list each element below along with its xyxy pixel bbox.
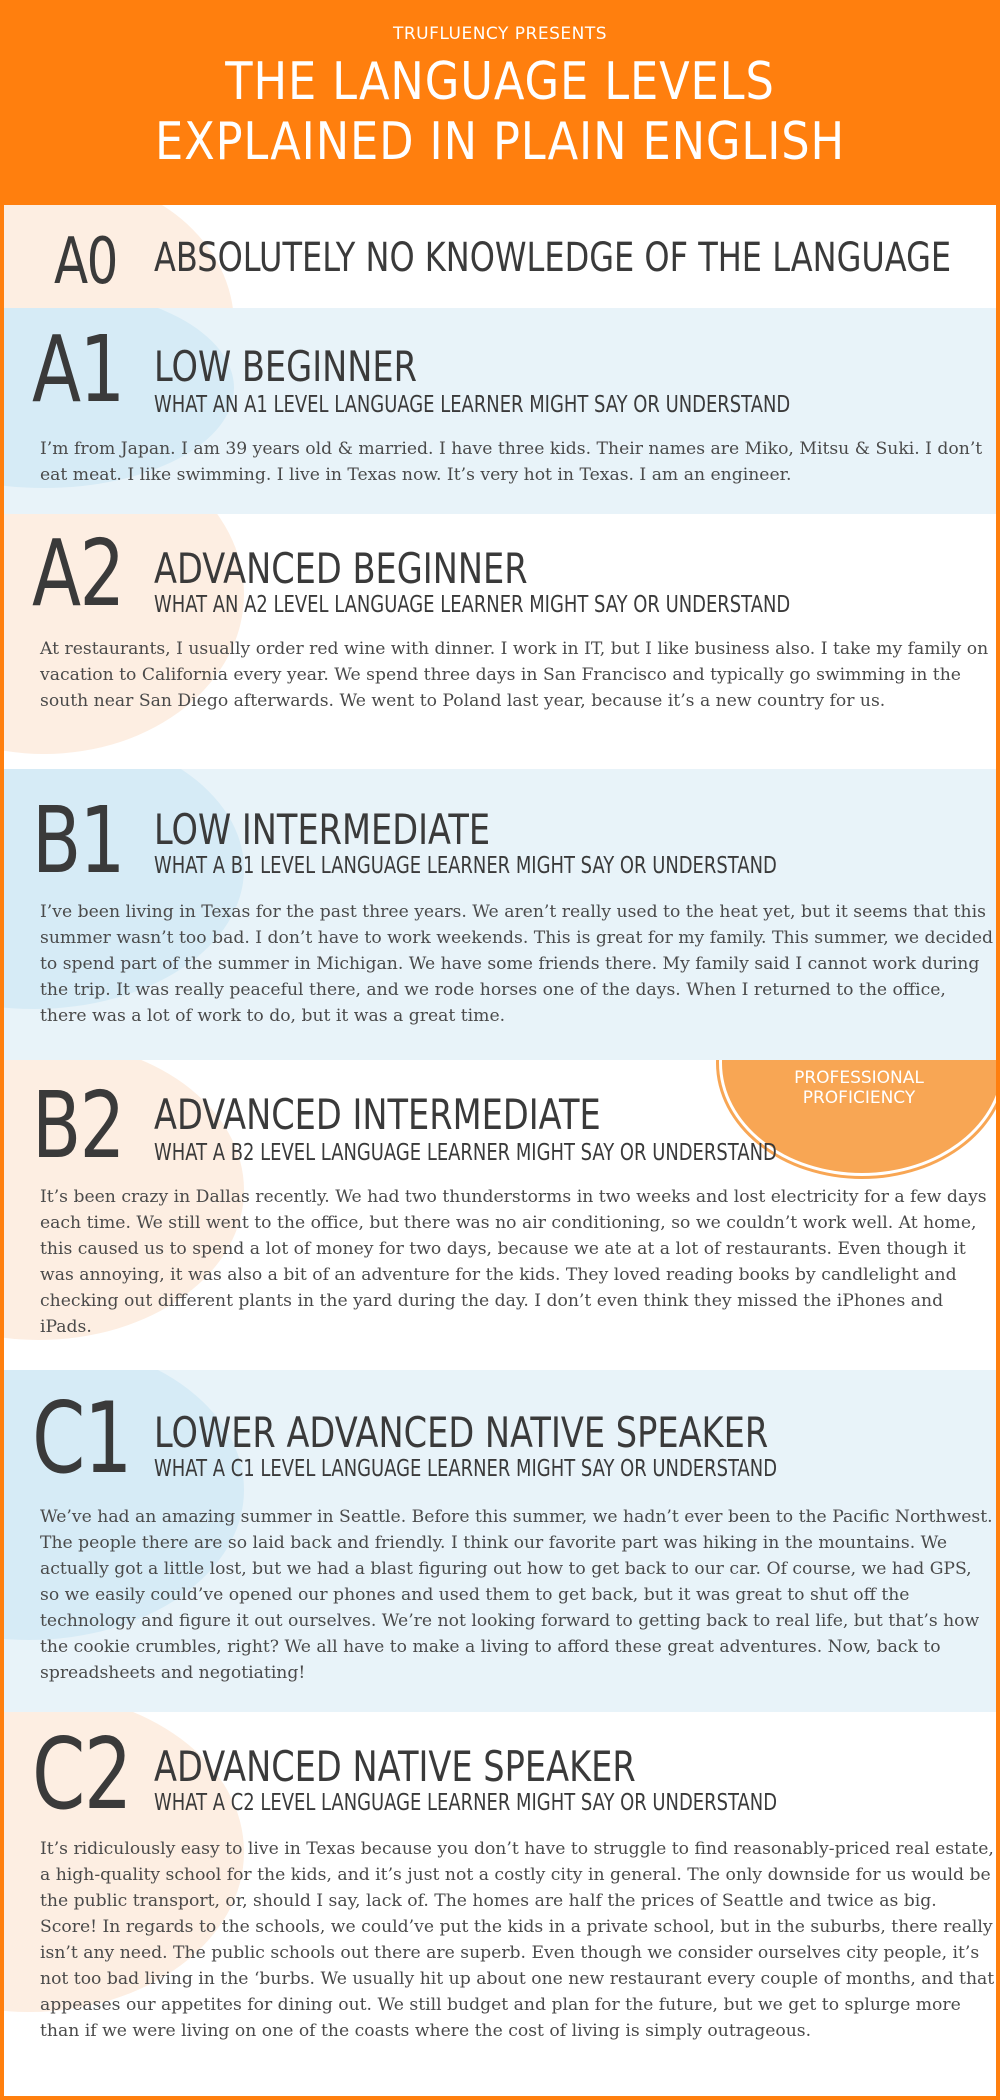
section-a2	[4, 514, 996, 769]
level-subtitle-c1: WHAT A C1 LEVEL LANGUAGE LEARNER MIGHT SAY OR UNDERSTAND	[154, 1456, 778, 1482]
level-code-c2: C2	[32, 1718, 131, 1832]
level-code-c1: C1	[32, 1382, 131, 1496]
section-c2	[4, 1712, 996, 2096]
section-b2	[4, 1060, 996, 1370]
sample-text-a2: At restaurants, I usually order red wine with dinner. I work in IT, but I like business also. I take my family on vacation to California every year. We spend three days in San Francisco and typically go swimming in the south near San Diego afterwards. We went to Poland last year, because it’s a new country for us.	[40, 639, 989, 711]
level-subtitle-b1: WHAT A B1 LEVEL LANGUAGE LEARNER MIGHT SAY OR UNDERSTAND	[154, 853, 777, 879]
sample-text-c1: We’ve had an amazing summer in Seattle. Before this summer, we hadn’t ever been to the Pacific Northwest. The people there are so laid back and friendly. I think our favorite part was hiking in the mountains. We actually got a little lost, but we had a blast figuring out how to get back to our car. Of course, we had GPS, so we easily could’ve opened our phones and used them to get back, but it was great to shut off the technology and figure it out ourselves. We’re not looking forward to getting back to real life, but that’s how the cookie crumbles, right? We all have to make a living to afford these great adventures. Now, back to spreadsheets and negotiating!	[40, 1507, 993, 1683]
level-title-a1: LOW BEGINNER	[154, 342, 417, 391]
main-title-line-1: THE LANGUAGE LEVELS	[225, 52, 775, 112]
level-code-b2: B2	[32, 1072, 124, 1179]
level-title-a2: ADVANCED BEGINNER	[154, 544, 528, 593]
section-b1	[4, 769, 996, 1060]
level-subtitle-a1: WHAT AN A1 LEVEL LANGUAGE LEARNER MIGHT SAY OR UNDERSTAND	[154, 392, 791, 418]
level-code-a2: A2	[32, 520, 124, 627]
section-a0	[4, 205, 996, 308]
level-code-a1: A1	[32, 316, 124, 423]
level-subtitle-b2: WHAT A B2 LEVEL LANGUAGE LEARNER MIGHT SAY OR UNDERSTAND	[154, 1140, 777, 1166]
badge-line-1: PROFESSIONAL	[794, 1068, 924, 1088]
header	[4, 0, 996, 205]
level-code-a0: A0	[54, 225, 117, 299]
level-subtitle-c2: WHAT A C2 LEVEL LANGUAGE LEARNER MIGHT SAY OR UNDERSTAND	[154, 1790, 778, 1816]
infographic	[4, 0, 996, 2096]
sample-text-b1: I’ve been living in Texas for the past three years. We aren’t really used to the heat yet, but it seems that this summer wasn’t too bad. I don’t have to work weekends. This is great for my family. This summer, we decided to spend part of the summer in Michigan. We have some friends there. My family said I cannot work during the trip. It was really peaceful there, and we rode horses one of the days. When I returned to the office, there was a lot of work to do, but it was a great time.	[40, 902, 994, 1026]
sample-text-a1: I’m from Japan. I am 39 years old & married. I have three kids. Their names are Miko, Mitsu & Suki. I don’t eat meat. I like swimming. I live in Texas now. It’s very hot in Texas. I am an engineer.	[40, 439, 983, 485]
badge-line-2: PROFICIENCY	[802, 1088, 916, 1108]
level-title-a0: ABSOLUTELY NO KNOWLEDGE OF THE LANGUAGE	[154, 235, 952, 281]
level-title-b1: LOW INTERMEDIATE	[154, 805, 491, 854]
section-c1	[4, 1370, 996, 1712]
sample-text-c2: It’s ridiculously easy to live in Texas because you don’t have to struggle to find reasonably-priced real estate, a high-quality school for the kids, and it’s just not a costly city in general. The only downside for us would be the public transport, or, should I say, lack of. The homes are half the prices of Seattle and twice as big. Score! In regards to the schools, we could’ve put the kids in a private school, but in the suburbs, there really isn’t any need. The public schools out there are superb. Even though we consider ourselves city people, it’s not too bad living in the ‘burbs. We usually hit up about one new restaurant every couple of months, and that appeases our appetites for dining out. We still budget and plan for the future, but we get to splurge more than if we were living on one of the coasts where the cost of living is simply outrageous.	[40, 1839, 995, 2041]
presenter-label: TRUFLUENCY PRESENTS	[392, 24, 608, 44]
level-title-b2: ADVANCED INTERMEDIATE	[154, 1090, 601, 1139]
sample-text-b2: It’s been crazy in Dallas recently. We had two thunderstorms in two weeks and lost electricity for a few days each time. We still went to the office, but there was no air conditioning, so we couldn’t work well. At home, this caused us to spend a lot of money for two days, because we ate at a lot of restaurants. Even though it was annoying, it was also a bit of an adventure for the kids. They loved reading books by candlelight and checking out different plants in the yard during the day. I don’t even think they missed the iPhones and iPads.	[40, 1187, 987, 1337]
section-a1	[4, 308, 996, 514]
level-title-c2: ADVANCED NATIVE SPEAKER	[154, 1742, 636, 1791]
level-subtitle-a2: WHAT AN A2 LEVEL LANGUAGE LEARNER MIGHT SAY OR UNDERSTAND	[154, 592, 791, 618]
level-code-b1: B1	[32, 787, 124, 894]
level-title-c1: LOWER ADVANCED NATIVE SPEAKER	[154, 1408, 769, 1457]
badge-label	[742, 1068, 976, 1108]
main-title-line-2: EXPLAINED IN PLAIN ENGLISH	[154, 112, 845, 172]
